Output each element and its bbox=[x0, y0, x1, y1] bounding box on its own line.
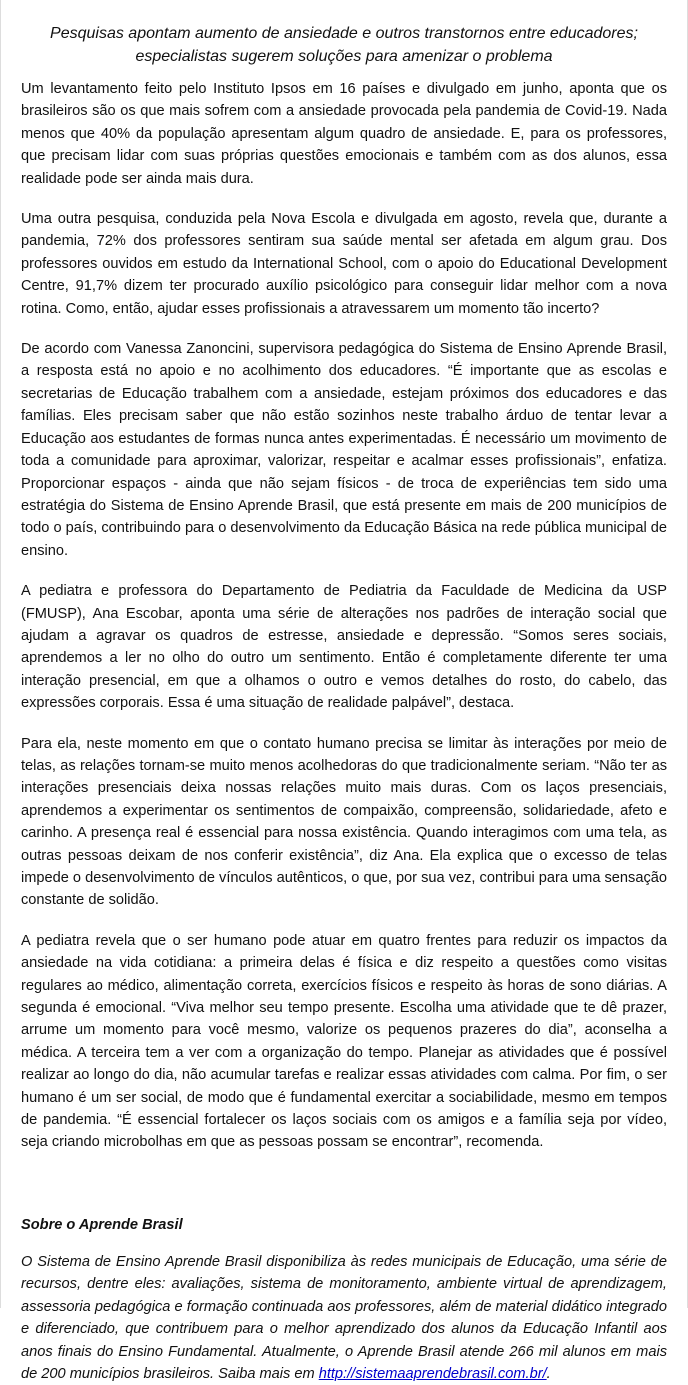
subtitle-line: especialistas sugerem soluções para amenizar o problema bbox=[135, 48, 553, 65]
about-paragraph bbox=[21, 1251, 667, 1385]
paragraph: Para ela, neste momento em que o contato humano precisa se limitar às interações por meio de telas, as relações tornam-se muito menos acolhedoras do que tradicionalmente seriam. “Não ter as interações presenciais deixa nossas relações muito mais duras. Com os laços presenciais, aprendemos a experimentar os sentimentos de compaixão, compreensão, solidariedade, afeto e carinho. A presença real é essencial para nossa existência. Quando interagimos com uma tela, as outras pessoas deixam de nos conferir existência”, diz Ana. Ela explica que o excesso de telas impede o desenvolvimento de vínculos autênticos, o que, por sua vez, contribui para uma sensação constante de solidão. bbox=[21, 735, 667, 909]
article bbox=[1, 0, 687, 1385]
paragraph: Uma outra pesquisa, conduzida pela Nova Escola e divulgada em agosto, revela que, durante a pandemia, 72% dos professores sentiram sua saúde mental ser afetada em algum grau. Dos professores ouvidos em estudo da International School, com o apoio do Educational Development Centre, 91,7% dizem ter procurado auxílio psicológico para conseguir lidar melhor com a nova rotina. Como, então, ajudar esses profissionais a atravessarem um momento tão incerto? bbox=[21, 211, 667, 317]
website-link[interactable]: http://sistemaaprendebrasil.com.br/ bbox=[318, 1365, 547, 1382]
paragraph: Um levantamento feito pelo Instituto Ipsos em 16 países e divulgado em junho, aponta que os brasileiros são os que mais sofrem com a ansiedade provocada pela pandemia de Covid-19. Nada menos que 40% da população apresentam algum quadro de ansiedade. E, para os professores, que precisam lidar com suas próprias questões emocionais e também com as dos alunos, essa realidade pode ser ainda mais dura. bbox=[21, 81, 667, 187]
paragraph: A pediatra e professora do Departamento de Pediatria da Faculdade de Medicina da USP (FMUSP), Ana Escobar, aponta uma série de alterações nos padrões de interação social que ajudam a agravar os quadros de estresse, ansiedade e depressão. “Somos seres sociais, aprendemos a ler no olho do outro um sentimento. Então é completamente diferente ter uma interação presencial, em que a olhamos o outro e vemos detalhes do rosto, do cabelo, das expressões corporais. Essa é uma situação de realidade palpável”, destaca. bbox=[21, 583, 667, 712]
about-text: O Sistema de Ensino Aprende Brasil disponibiliza às redes municipais de Educação, uma série de recursos, dentre eles: avaliações, sistema de monitoramento, ambiente virtual de aprendizagem, assessoria pedagógica e formação continuada aos professores, além de material didático integrado e diferenciado, que contribuem para o melhor aprendizado dos alunos da Educação Infantil aos anos finais do Ensino Fundamental. Atualmente, o Aprende Brasil atende 266 mil alunos em mais de 200 municípios brasileiros. Saiba mais em bbox=[21, 1253, 667, 1382]
about-heading: Sobre o Aprende Brasil bbox=[21, 1216, 183, 1233]
about-end: . bbox=[546, 1365, 551, 1382]
paragraph: A pediatra revela que o ser humano pode atuar em quatro frentes para reduzir os impactos da ansiedade na vida cotidiana: a primeira delas é física e diz respeito a questões como visitas regulares ao médico, alimentação correta, exercícios físicos e respeito às horas de sono diárias. A segunda é emocional. “Viva melhor seu tempo presente. Escolha uma atividade que te dê prazer, arrume um momento para você mesmo, valorize os pequenos prazeres do dia”, aconselha a médica. A terceira tem a ver com a organização do tempo. Planejar as atividades que é possível realizar ao longo do dia, não acumular tarefas e realizar essas atividades com calma. Por fim, o ser humano é um ser social, de modo que é fundamental exercitar a sociabilidade, mesmo em tempos de pandemia. “É essencial fortalecer os laços sociais com os amigos e a família seja por vídeo, seja criando microbolhas em que as pessoas possam se encontrar”, recomenda. bbox=[21, 932, 667, 1151]
subtitle-line: Pesquisas apontam aumento de ansiedade e outros transtornos entre educadores; bbox=[50, 25, 638, 42]
article-subtitle bbox=[21, 22, 667, 68]
paragraph: De acordo com Vanessa Zanoncini, supervisora pedagógica do Sistema de Ensino Aprende Brasil, a resposta está no apoio e no acolhimento dos educadores. “É importante que as escolas e secretarias de Educação trabalhem com a ansiedade, estejam próximos dos educadores e das famílias. Eles precisam saber que não estão sozinhos neste trabalho árduo de tentar levar a Educação aos estudantes de formas nunca antes experimentadas. É necessário um movimento de toda a comunidade para aproximar, valorizar, respeitar e acalmar esses profissionais”, enfatiza. Proporcionar espaços - ainda que não sejam físicos - de troca de experiências tem sido uma estratégia do Sistema de Ensino Aprende Brasil, que está presente em mais de 200 municípios de todo o país, contribuindo para o desenvolvimento da Educação Básica na rede pública municipal de ensino. bbox=[21, 341, 667, 559]
spacer bbox=[21, 1172, 667, 1214]
